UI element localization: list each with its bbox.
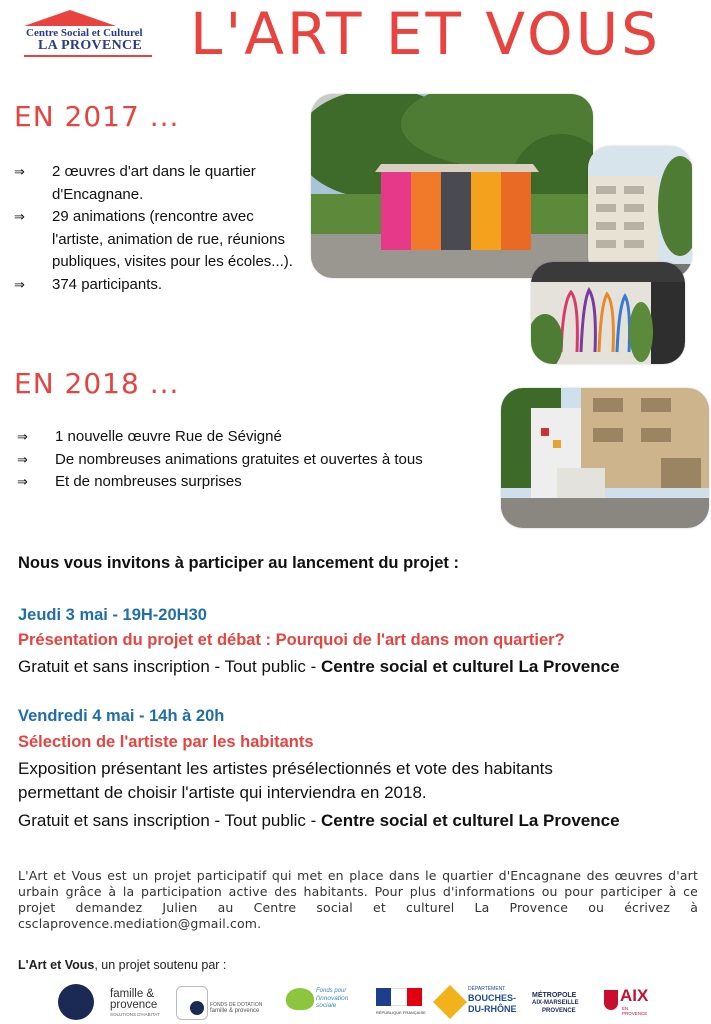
list-item: ⇒ 374 participants.: [14, 274, 302, 297]
arrow-icon: ⇒: [14, 209, 25, 224]
event2-description: Exposition présentant les artistes présélectionnés et vote des habitants permettant de choisir l'artiste qui interviendra en 2018.: [18, 759, 553, 802]
support-line: L'Art et Vous, un projet soutenu par :: [18, 958, 227, 972]
arrow-icon: ⇒: [17, 429, 28, 444]
section-2018-title: EN 2018 ...: [14, 367, 180, 400]
event1-title: Présentation du projet et débat : Pourquoi de l'art dans mon quartier?: [18, 631, 565, 649]
event2-info: Gratuit et sans inscription - Tout public - Centre social et culturel La Provence: [18, 811, 620, 830]
logo-republique-francaise: RÉPUBLIQUE FRANÇAISE: [376, 984, 424, 1022]
list-2018: [17, 426, 487, 494]
logo-fonds-dotation: FONDS DE DOTATION famille & provence: [176, 984, 282, 1022]
photo-wall-fresco: [531, 262, 685, 364]
photo-rue-sevigne: [501, 388, 709, 528]
logo-roof: [24, 10, 116, 26]
photo-painted-kiosk: [311, 94, 593, 278]
list-2017: [14, 161, 302, 296]
event2-venue: Centre social et culturel La Provence: [321, 811, 620, 830]
list-item: ⇒ 2 œuvres d'art dans le quartier d'Encagnane.: [14, 163, 256, 203]
event1-venue: Centre social et culturel La Provence: [321, 657, 620, 676]
arrow-icon: ⇒: [17, 451, 28, 467]
event1-info: Gratuit et sans inscription - Tout public - Centre social et culturel La Provence: [18, 657, 620, 676]
poster-title: L'ART ET VOUS: [190, 0, 661, 68]
arrow-icon: ⇒: [14, 276, 25, 292]
list-item: ⇒ Et de nombreuses surprises: [17, 471, 487, 494]
logo-bouches-du-rhone: DÉPARTEMENT BOUCHES- DU-RHÔNE: [438, 984, 520, 1022]
logo-aix-en-provence: AIX EN PROVENCE: [604, 984, 654, 1022]
event2-date: Vendredi 4 mai - 14h à 20h: [18, 707, 225, 725]
section-2017-title: EN 2017 ...: [14, 100, 180, 133]
list-item: ⇒ 29 animations (rencontre avec l'artiste, animation de rue, réunions publiques, visites pour les écoles...).: [14, 208, 293, 270]
photo-building: [588, 146, 692, 278]
list-item: ⇒ De nombreuses animations gratuites et ouvertes à tous: [17, 449, 487, 472]
org-name-line1: Centre Social et Culturel: [26, 27, 143, 39]
event1-date: Jeudi 3 mai - 19H-20H30: [18, 606, 207, 624]
event2-title: Sélection de l'artiste par les habitants: [18, 733, 314, 751]
logo-famille-provence: famille & provence SOLUTIONS D'HABITAT: [58, 984, 168, 1022]
invitation-heading: Nous vous invitons à participer au lancement du projet :: [18, 554, 459, 572]
arrow-icon: ⇒: [17, 474, 28, 489]
arrow-icon: ⇒: [14, 164, 25, 179]
logo-metropole: MÉTROPOLE AIX-MARSEILLE PROVENCE: [532, 992, 579, 1014]
logo-underline: [24, 55, 152, 57]
logo-innovation-sociale: Fonds pour l'innovation sociale: [286, 984, 366, 1022]
list-item: ⇒ 1 nouvelle œuvre Rue de Sévigné: [17, 426, 487, 449]
project-description: L'Art et Vous est un projet participatif qui met en place dans le quartier d'Encagnane des œuvres d'art urbain grâce à la participation active des habitants. Pour plus d'informations ou pour participer à ce projet demandez Julien au Centre social et culturel La Provence ou écrivez à csclaprovence.mediation@gmail.com.: [18, 868, 698, 931]
org-name-line2: LA PROVENCE: [38, 38, 143, 53]
circle-icon: [58, 984, 94, 1020]
